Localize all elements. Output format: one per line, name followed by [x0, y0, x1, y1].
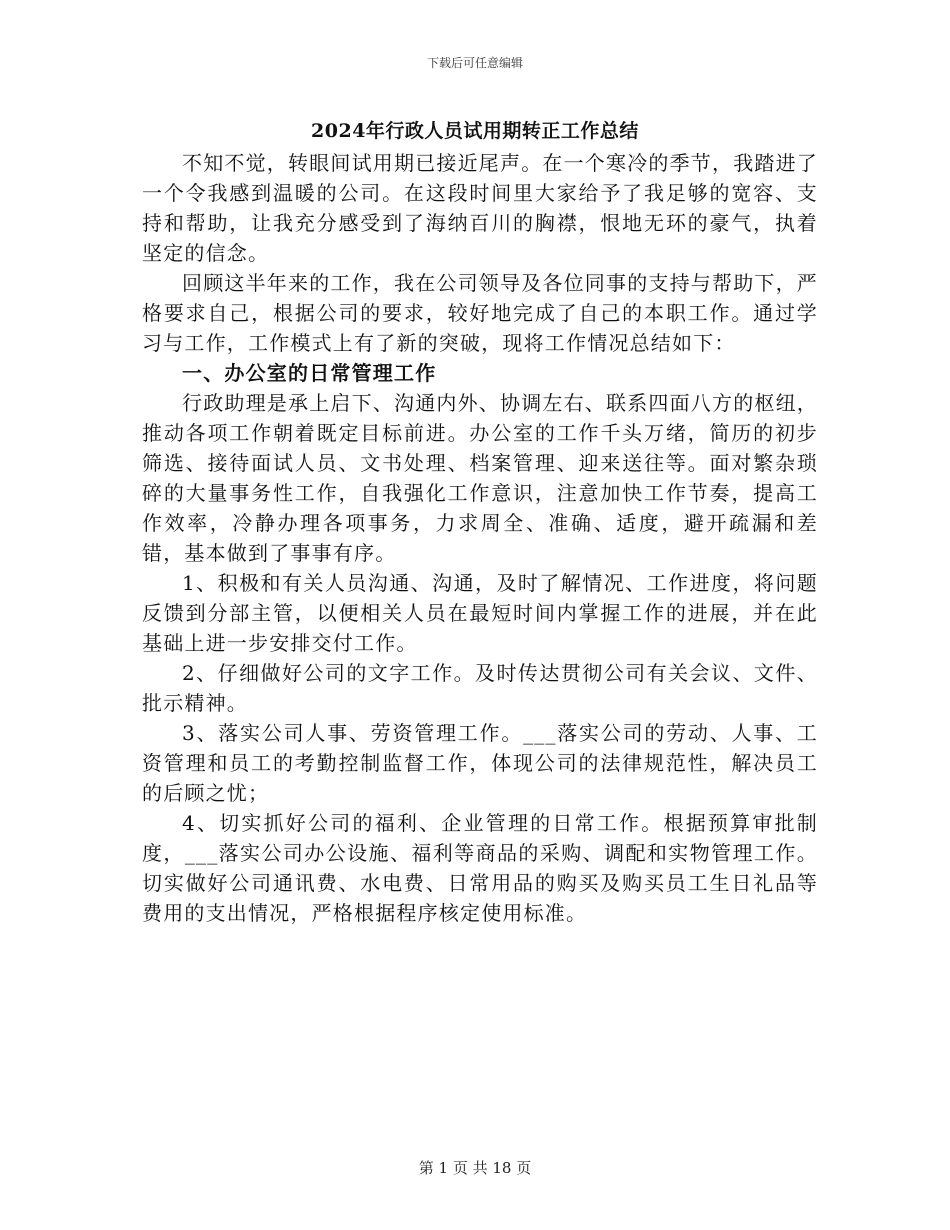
document-title: 2024年行政人员试用期转正工作总结: [311, 120, 639, 142]
paragraph-admin-role: 行政助理是承上启下、沟通内外、协调左右、联系四面八方的枢纽，推动各项工作朝着既定目标前进。办公室的工作千头万绪，简历的初步筛选、接待面试人员、文书处理、档案管理、迎来送往等。面对繁杂琐碎的大量事务性工作，自我强化工作意识，注意加快工作节奏，提高工作效率，冷静办理各项事务，力求周全、准确、适度，避开疏漏和差错，基本做到了事事有序。: [142, 391, 818, 565]
list-item-1: 1、积极和有关人员沟通、沟通，及时了解情况、工作进度，将问题反馈到分部主管，以便相关人员在最短时间内掌握工作的进展，并在此基础上进一步安排交付工作。: [142, 571, 818, 655]
header-note: 下载后可任意编辑: [426, 56, 523, 70]
page-number: 第 1 页 共 18 页: [418, 1159, 532, 1177]
list-item-2: 2、仔细做好公司的文字工作。及时传达贯彻公司有关会议、文件、批示精神。: [142, 661, 818, 715]
section-heading-office: 一、办公室的日常管理工作: [182, 361, 437, 385]
paragraph-intro: 不知不觉，转眼间试用期已接近尾声。在一个寒冷的季节，我踏进了一个令我感到温暖的公司。在这段时间里大家给予了我足够的宽容、支持和帮助，让我充分感受到了海纳百川的胸襟，恨地无环的豪气，执着坚定的信念。: [142, 151, 818, 265]
document-body: [142, 148, 818, 928]
paragraph-review: 回顾这半年来的工作，我在公司领导及各位同事的支持与帮助下，严格要求自己，根据公司的要求，较好地完成了自己的本职工作。通过学习与工作，工作模式上有了新的突破，现将工作情况总结如下：: [142, 271, 818, 355]
list-item-4: 4、切实抓好公司的福利、企业管理的日常工作。根据预算审批制度，___落实公司办公设施、福利等商品的采购、调配和实物管理工作。切实做好公司通讯费、水电费、日常用品的购买及购买员工生日礼品等费用的支出情况，严格根据程序核定使用标准。: [142, 811, 818, 925]
list-item-3: 3、落实公司人事、劳资管理工作。___落实公司的劳动、人事、工资管理和员工的考勤控制监督工作，体现公司的法律规范性，解决员工的后顾之忧；: [142, 721, 818, 805]
